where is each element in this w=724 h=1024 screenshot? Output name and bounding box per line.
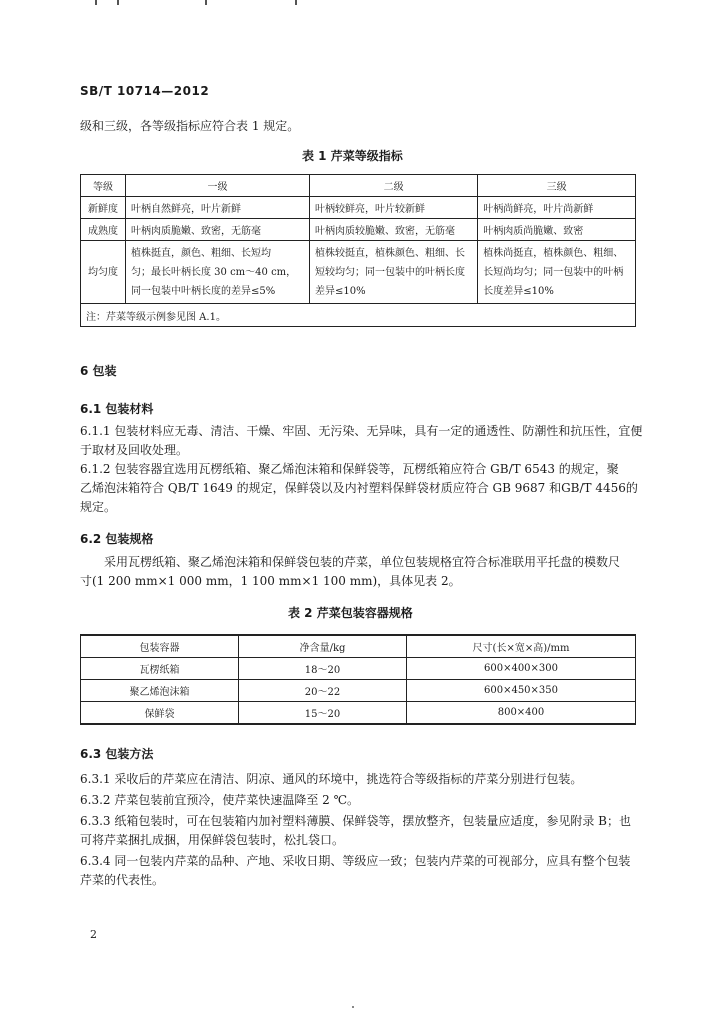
table-cell: 15～20 [239, 702, 407, 725]
table-cell: 叶柄肉质尚脆嫩、致密 [478, 219, 636, 241]
table-cell: 叶柄较鲜亮，叶片较新鲜 [310, 197, 478, 219]
table-cell [310, 241, 478, 304]
header-cell: 一级 [126, 175, 310, 197]
table-row [81, 680, 636, 702]
table2-caption: 表 2 芹菜包装容器规格 [288, 606, 413, 620]
table-header-row [81, 175, 636, 197]
paragraph-6-1-2-line2: 乙烯泡沫箱符合 QB/T 1649 的规定，保鲜袋以及内衬塑料保鲜袋材质应符合 GB 9687 和GB/T 4456的 [80, 481, 638, 495]
table-cell: 叶柄肉质脆嫩、致密，无筋毫 [126, 219, 310, 241]
paragraph-6-1-1-line2: 于取材及回收处理。 [80, 443, 189, 457]
scan-artifact [95, 0, 315, 6]
paragraph-6-1-2-line3: 规定。 [80, 500, 117, 514]
header-cell: 净含量/kg [239, 635, 407, 658]
header-cell: 三级 [478, 175, 636, 197]
table-cell: 20～22 [239, 680, 407, 702]
table-row [81, 197, 636, 219]
paragraph-6-3-4-line1: 6.3.4 同一包装内芹菜的品种、产地、采收日期、等级应一致；包装内芹菜的可视部分，应具有整个包装 [80, 854, 631, 868]
paragraph-6-2-line1: 采用瓦楞纸箱、聚乙烯泡沫箱和保鲜袋包装的芹菜，单位包装规格宜符合标准联用平托盘的模数尺 [104, 555, 621, 569]
paragraph-6-2-line2: 寸(1 200 mm×1 000 mm，1 100 mm×1 100 mm)，具体见表 2。 [80, 574, 461, 588]
grade-table [80, 174, 636, 327]
table1-caption: 表 1 芹菜等级指标 [302, 149, 403, 163]
cell-line: 植株较挺直，植株颜色、粗细、长 [315, 247, 466, 259]
table-cell [478, 241, 636, 304]
table-cell: 18～20 [239, 658, 407, 680]
section-6-3-heading: 6.3 包装方法 [80, 747, 154, 761]
cell-line: 长短尚均匀；同一包装中的叶柄 [483, 266, 624, 278]
paragraph-6-1-2-line1: 6.1.2 包装容器宜选用瓦楞纸箱、聚乙烯泡沫箱和保鲜袋等，瓦楞纸箱应符合 GB/T 6543 的规定，聚 [80, 462, 619, 476]
table-cell: 800×400 [407, 702, 636, 725]
row-label: 新鲜度 [81, 197, 126, 219]
section-6-1-heading: 6.1 包装材料 [80, 402, 154, 416]
table-cell [126, 241, 310, 304]
table-row [81, 241, 636, 304]
paragraph-6-3-3-line1: 6.3.3 纸箱包装时，可在包装箱内加衬塑料薄膜、保鲜袋等，摆放整齐，包装量应适度，参见附录 B；也 [80, 814, 631, 828]
cell-line: 短较均匀；同一包装中的叶柄长度 [315, 266, 466, 278]
packaging-spec-table [80, 634, 636, 725]
document-code: SB/T 10714—2012 [80, 84, 210, 98]
table-cell: 叶柄尚鲜亮，叶片尚新鲜 [478, 197, 636, 219]
cell-line: 同一包装中叶柄长度的差异≤5% [131, 285, 276, 297]
paragraph-6-3-2: 6.3.2 芹菜包装前宜预冷，使芹菜快速温降至 2 ℃。 [80, 793, 360, 807]
header-cell: 等级 [81, 175, 126, 197]
table-row [81, 702, 636, 725]
table-note-row [81, 304, 636, 327]
table-cell: 聚乙烯泡沫箱 [81, 680, 239, 702]
cell-line: 匀；最长叶柄长度 30 cm～40 cm， [131, 266, 297, 278]
section-6-2-heading: 6.2 包装规格 [80, 532, 154, 546]
page-number: 2 [90, 928, 97, 941]
paragraph-6-3-4-line2: 芹菜的代表性。 [80, 873, 165, 887]
cell-line: 差异≤10% [315, 285, 366, 297]
cell-line: 长度差异≤10% [483, 285, 554, 297]
scan-speck [352, 1006, 354, 1008]
paragraph-6-1-1-line1: 6.1.1 包装材料应无毒、清洁、干燥、牢固、无污染、无异味，具有一定的通透性、防潮性和抗压性，宜便 [80, 424, 643, 438]
table-cell: 600×400×300 [407, 658, 636, 680]
header-cell: 二级 [310, 175, 478, 197]
table-row [81, 219, 636, 241]
table-cell: 叶柄自然鲜亮，叶片新鲜 [126, 197, 310, 219]
section-6-heading: 6 包装 [80, 364, 117, 378]
paragraph-6-3-1: 6.3.1 采收后的芹菜应在清洁、阴凉、通风的环境中，挑选符合等级指标的芹菜分别进行包装。 [80, 772, 583, 786]
intro-paragraph: 级和三级，各等级指标应符合表 1 规定。 [80, 119, 300, 133]
table-cell: 600×450×350 [407, 680, 636, 702]
cell-line: 植株尚挺直，植株颜色、粗细、 [483, 247, 624, 259]
paragraph-6-3-3-line2: 可将芹菜捆扎成捆，用保鲜袋包装时，松扎袋口。 [80, 833, 345, 847]
table-cell: 保鲜袋 [81, 702, 239, 725]
table-cell: 瓦楞纸箱 [81, 658, 239, 680]
table-note: 注：芹菜等级示例参见图 A.1。 [81, 304, 636, 327]
row-label: 均匀度 [81, 241, 126, 304]
header-cell: 包装容器 [81, 635, 239, 658]
table-header-row [81, 635, 636, 658]
table-cell: 叶柄肉质较脆嫩、致密，无筋毫 [310, 219, 478, 241]
row-label: 成熟度 [81, 219, 126, 241]
header-cell: 尺寸(长×宽×高)/mm [407, 635, 636, 658]
table-row [81, 658, 636, 680]
cell-line: 植株挺直，颜色、粗细、长短均 [131, 247, 271, 259]
